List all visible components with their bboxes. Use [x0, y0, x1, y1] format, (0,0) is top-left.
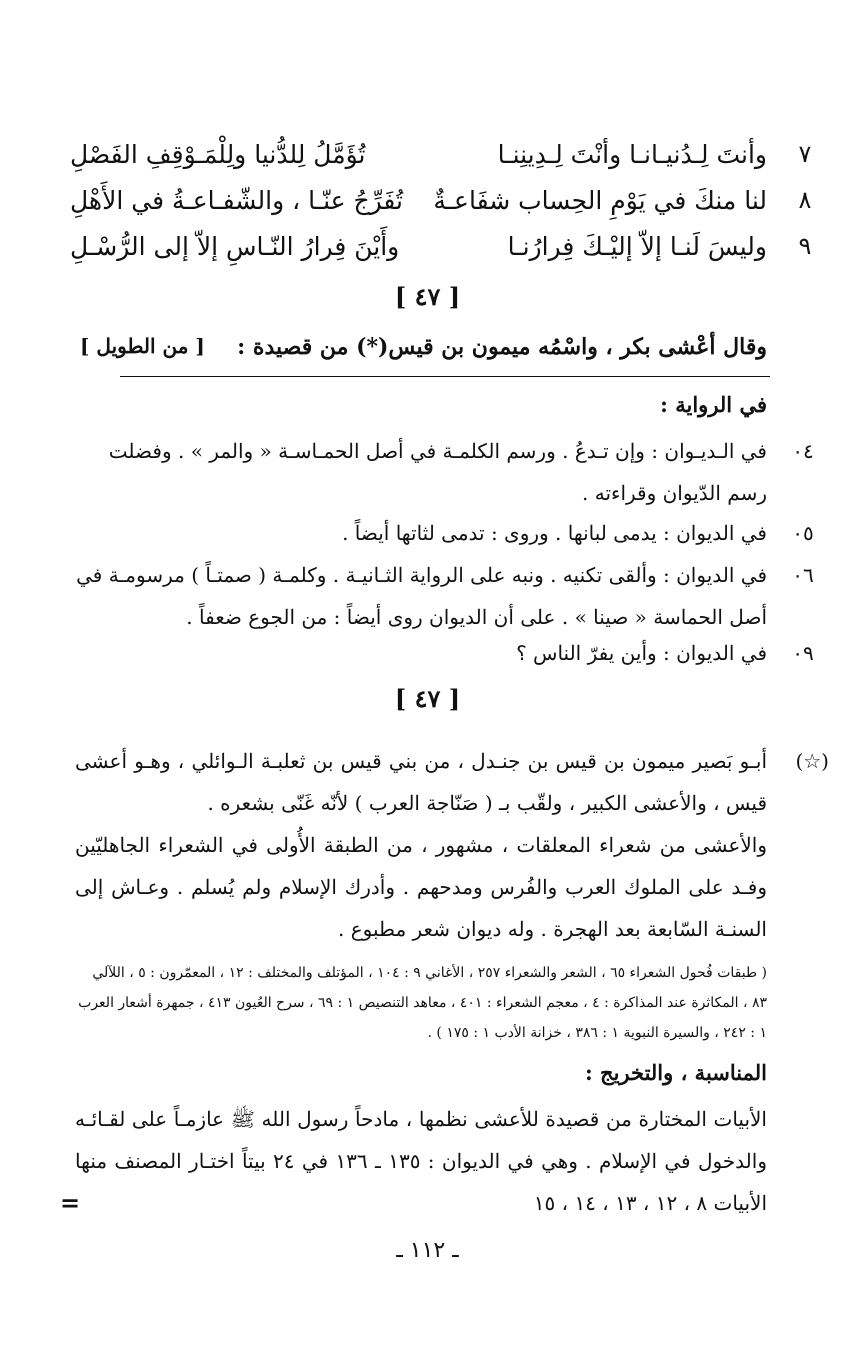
note-number: ٠٦ — [792, 563, 814, 587]
note-item — [75, 430, 814, 514]
note-item — [75, 554, 814, 638]
first-hemistich: وأنتَ لِـدُنيـانـا وأنْتَ لِـدِينِنـا — [497, 140, 767, 169]
page-number: ـ ١١٢ ـ — [396, 1238, 459, 1263]
notes-title: في الرواية : — [660, 392, 767, 417]
footnote-marker: (☆) — [795, 749, 829, 773]
biography-paragraph-2: والأعشى من شعراء المعلقات ، مشهور ، من الطبقة الأُولى في الشعراء الجاهليّين وفـد على الملوك العرب والفُرس ومدحهم . وأدرك الإسلام ولم يُسلم . وعـاش إلى السنـة السّابعة بعد الهجرة . وله ديوان شعر مطبوع . — [75, 833, 767, 941]
second-hemistich: تُؤَمَّلُ لِلدُّنيا ولِلْمَـوْقِفِ الفَصْلِ — [70, 140, 366, 169]
second-hemistich: تُفَرِّجُ عنّـا ، والشّفـاعـةُ في الأَهْلِ — [70, 186, 404, 215]
biography-paragraph — [75, 740, 829, 824]
verse-number: ٩ — [798, 232, 812, 260]
second-hemistich: وأَيْنَ فِرارُ النّـاسِ إلاّ إلى الرُّسْـلِ — [70, 232, 400, 261]
heading-text: وقال أعْشى بكر ، واسْمُه ميمون بن قيس(*) من قصيدة : — [237, 334, 767, 360]
occasion-paragraph: الأبيات المختارة من قصيدة للأعشى نظمها ، مادحاً رسول الله ﷺ عازمـاً على لقـائـه والدخول في الإسلام . وهي في الديوان : ١٣٥ ـ ١٣٦ في ٢٤ بيتاً اختـار المصنف منها الأبيات ٨ ، ١٢ ، ١٣ ، ١٤ ، ١٥ — [75, 1107, 767, 1215]
poem-heading — [80, 334, 767, 360]
note-number: ٠٩ — [792, 641, 814, 665]
verse-7 — [70, 140, 812, 186]
note-text: في الديوان : وألقى تكنيه . ونبه على الرواية الثـانيـة . وكلمـة ( صمتـاً ) مرسومـة في أصل الحماسة « صينا » . على أن الديوان روى أيضاً : من الجوع ضعفاً . — [76, 563, 767, 629]
section-number-footnote: [ ٤٧ ] — [394, 684, 461, 713]
note-item — [75, 512, 814, 554]
verse-8 — [70, 186, 812, 232]
note-text: في الديوان : وأين يفرّ الناس ؟ — [516, 641, 767, 665]
first-hemistich: لنا منكَ في يَوْمِ الحِساب شفَاعـةٌ — [433, 186, 767, 215]
first-hemistich: وليسَ لَنـا إلاّ إليْـكَ فِرارُنـا — [507, 232, 767, 261]
divider — [120, 376, 770, 377]
meter-label: [ من الطويل ] — [80, 334, 205, 358]
occasion-title: المناسبة ، والتخريج : — [584, 1060, 767, 1085]
biography-text: أبـو بَصير ميمون بن قيس بن جنـدل ، من بني قيس بن ثعلبـة الـوائلي ، وهـو أعشى قيس ، والأعشى الكبير ، ولقّب بـ ( صَنّاجة العرب ) لأنّه غَنّى بشعره . — [75, 749, 767, 815]
verse-number: ٧ — [798, 140, 812, 168]
note-number: ٠٤ — [792, 439, 814, 463]
verse-number: ٨ — [798, 186, 812, 214]
note-text: في الديوان : يدمى لبانها . وروى : تدمى لثاتها أيضاً . — [342, 521, 767, 545]
continuation-mark: = — [60, 1188, 81, 1217]
note-text: في الـديـوان : وإن تـدعُ . ورسم الكلمـة في أصل الحمـاسـة « والمر » . وفضلت رسم الدّيوان وقراءته . — [108, 439, 767, 505]
references: ( طبقات فُحول الشعراء ٦٥ ، الشعر والشعراء ٢٥٧ ، الأغاني ٩ : ١٠٤ ، المؤتلف والمختلف : ١٢ ، المعمّرون : ٥ ، اللآلي ٨٣ ، المكاثرة عند المذاكرة : ٤ ، معجم الشعراء : ٤٠١ ، معاهد التنصيص ١ : ٦٩ ، سرح العُيون ٤١٣ ، جمهرة أشعار العرب ١ : ٢٤٢ ، والسيرة النبوية ١ : ٣٨٦ ، خزانة الأدب ١ : ١٧٥ ) . — [78, 965, 767, 1041]
section-number: [ ٤٧ ] — [394, 282, 461, 311]
note-item — [75, 632, 814, 674]
note-number: ٠٥ — [792, 521, 814, 545]
verse-9 — [70, 232, 812, 278]
